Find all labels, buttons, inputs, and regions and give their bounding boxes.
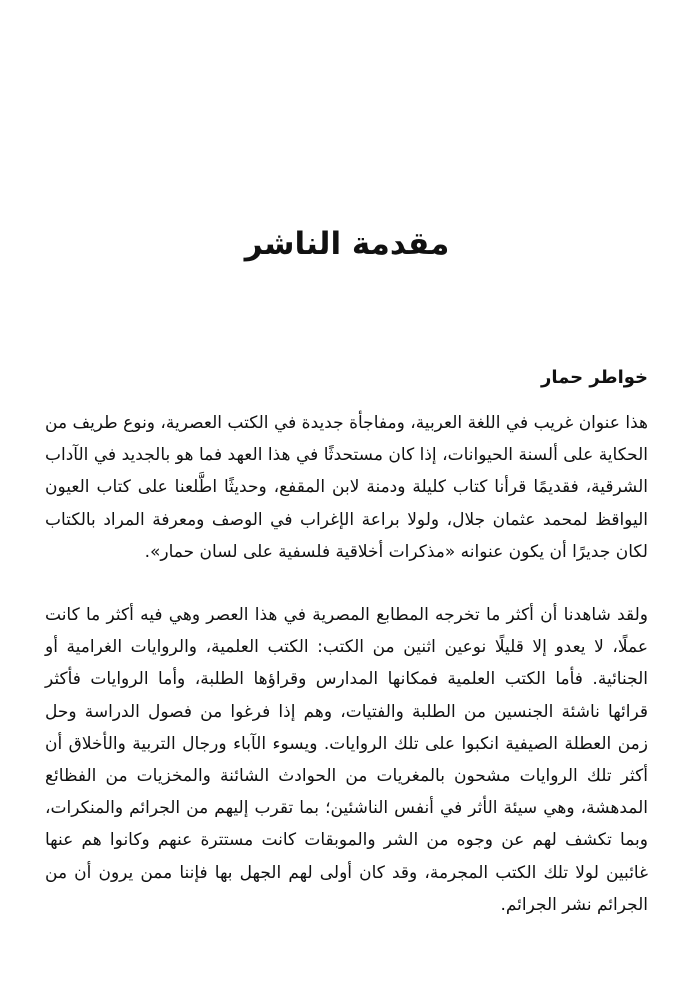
paragraph-2: ولقد شاهدنا أن أكثر ما تخرجه المطابع المصرية في هذا العصر وهي فيه أكثر ما كانت عملًا، لا يعدو إلا قليلًا نوعين اثنين من الكتب: الكتب العلمية، والروايات الغرامية أو الجنائية. فأما الكتب العلمية فمكانها المدارس وقراؤها الطلبة، وأما الروايات فأكثر قرائها ناشئة الجنسين من الطلبة والفتيات، وهم إذا فرغوا من فصول الدراسة وحل زمن العطلة الصيفية انكبوا على تلك الروايات. ويسوء الآباء ورجال التربية والأخلاق أن أكثر تلك الروايات مشحون بالمغريات من الحوادث الشائنة والمخزيات من الفظائع المدهشة، وهي سيئة الأثر في أنفس الناشئين؛ بما تقرب إليهم من الجرائم والمنكرات، وبما تكشف لهم عن وجوه من الشر والموبقات كانت مستترة عنهم وكانوا هم عنها غائبين لولا تلك الكتب المجرمة، وقد كان أولى لهم الجهل بها فإننا ممن يرون أن من الجرائم نشر الجرائم. xyxy=(45,605,648,915)
section-heading: خواطر حمار xyxy=(540,367,648,388)
paragraph-1: هذا عنوان غريب في اللغة العربية، ومفاجأة جديدة في الكتب العصرية، ونوع طريف من الحكاية على ألسنة الحيوانات، إذا كان مستحدثًا في هذا العهد فما هو بالجديد في الآداب الشرقية، فقديمًا قرأنا كتاب كليلة ودمنة لابن المقفع، وحديثًا اطَّلعنا على كتاب العيون اليواقظ لمحمد عثمان جلال، ولولا براعة الإغراب في الوصف ومعرفة المراد بالكتاب لكان جديرًا أن يكون عنوانه «مذكرات أخلاقية فلسفية على لسان حمار». xyxy=(45,413,648,562)
page-title: مقدمة الناشر xyxy=(244,226,450,262)
